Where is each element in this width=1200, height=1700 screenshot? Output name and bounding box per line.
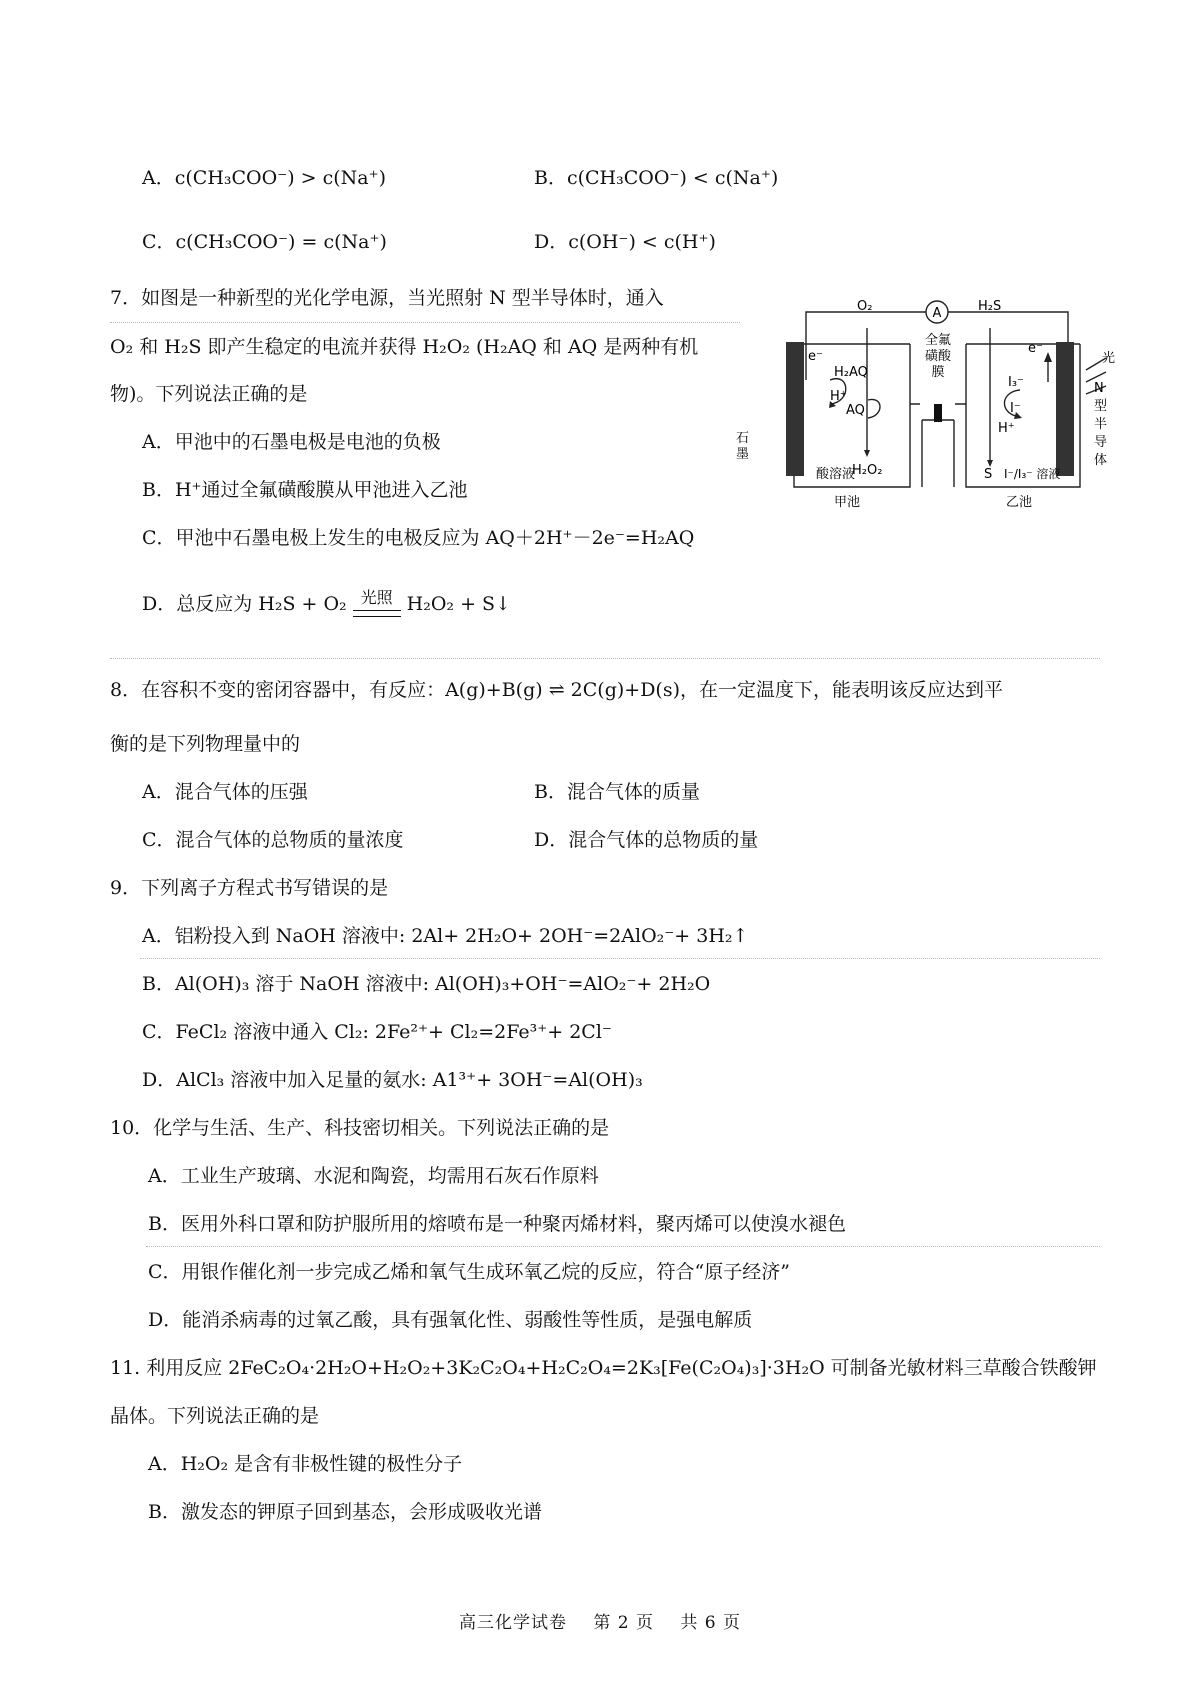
semiconductor-label-3: 半 <box>1094 417 1108 432</box>
q11-option-a: A．H₂O₂ 是含有非极性键的极性分子 <box>148 1453 463 1475</box>
q7-stem-line1: 7．如图是一种新型的光化学电源，当光照射 N 型半导体时，通入 <box>110 287 664 309</box>
footer-title: 高三化学试卷 <box>458 1613 567 1633</box>
q10-option-a: A．工业生产玻璃、水泥和陶瓷，均需用石灰石作原料 <box>148 1165 599 1187</box>
q10-option-b: B．医用外科口罩和防护服所用的熔喷布是一种聚丙烯材料，聚丙烯可以使溴水褪色 <box>148 1213 846 1235</box>
graphite-label-2: 墨 <box>736 447 750 462</box>
i3-label: I₃⁻ <box>1008 375 1024 390</box>
q8-stem-line2: 衡的是下列物理量中的 <box>110 733 301 755</box>
o2-label: O₂ <box>857 299 873 314</box>
membrane-strip <box>934 404 942 422</box>
ammeter-label: A <box>932 306 942 321</box>
s-label: S <box>984 467 993 482</box>
light-label: 光 <box>1102 351 1116 366</box>
q9-option-c: C．FeCl₂ 溶液中通入 Cl₂: 2Fe²⁺+ Cl₂=2Fe³⁺+ 2Cl⁻ <box>142 1021 612 1043</box>
hplus-right-label: H⁺ <box>998 421 1015 436</box>
q6-option-c: C．c(CH₃COO⁻) = c(Na⁺) <box>142 231 387 253</box>
divider <box>140 958 1100 959</box>
reaction-arrow <box>349 588 405 622</box>
semiconductor-label-4: 导 <box>1094 435 1108 450</box>
photochemical-cell-diagram <box>736 292 1116 512</box>
reaction-condition: 光照 <box>360 588 393 607</box>
hplus-left-label: H⁺ <box>830 389 847 404</box>
graphite-label-1: 石 <box>736 431 750 446</box>
h2o2-label: H₂O₂ <box>852 463 883 478</box>
q6-option-b: B．c(CH₃COO⁻) < c(Na⁺) <box>534 167 779 189</box>
divider <box>146 1246 1100 1247</box>
aq-label: AQ <box>846 403 865 418</box>
membrane-label-3: 膜 <box>931 365 945 380</box>
divider <box>110 322 740 323</box>
q8-option-d: D．混合气体的总物质的量 <box>534 829 759 851</box>
membrane-label-2: 磺酸 <box>924 349 952 364</box>
footer-total: 共 6 页 <box>680 1613 742 1633</box>
electron-left-label: e⁻ <box>808 349 823 364</box>
q8-option-a: A．混合气体的压强 <box>142 781 308 803</box>
membrane-label-1: 全氟 <box>924 333 952 348</box>
q10-option-c: C．用银作催化剂一步完成乙烯和氧气生成环氧乙烷的反应，符合“原子经济” <box>148 1261 790 1283</box>
q6-option-d: D．c(OH⁻) < c(H⁺) <box>534 231 716 253</box>
q11-option-b: B．激发态的钾原子回到基态，会形成吸收光谱 <box>148 1501 542 1523</box>
q8-stem-line1: 8．在容积不变的密闭容器中，有反应：A(g)+B(g) ⇌ 2C(g)+D(s)，在一定温度下，能表明该反应达到平 <box>110 679 1004 701</box>
electron-right-label: e⁻ <box>1028 341 1043 356</box>
cell-jia-label: 甲池 <box>834 495 861 510</box>
q11-stem-line2: 晶体。下列说法正确的是 <box>110 1405 320 1427</box>
q10-stem: 10．化学与生活、生产、科技密切相关。下列说法正确的是 <box>110 1117 610 1139</box>
q7-option-c: C．甲池中石墨电极上发生的电极反应为 AQ＋2H⁺－2e⁻=H₂AQ <box>142 527 695 549</box>
q6-option-a: A．c(CH₃COO⁻) > c(Na⁺) <box>142 167 387 189</box>
divider <box>110 658 1100 659</box>
q7-stem-line2: O₂ 和 H₂S 即产生稳定的电流并获得 H₂O₂ (H₂AQ 和 AQ 是两种有机 <box>110 336 699 358</box>
q9-stem: 9．下列离子方程式书写错误的是 <box>110 877 389 899</box>
semiconductor-electrode <box>1056 342 1074 476</box>
footer-page: 第 2 页 <box>593 1613 654 1633</box>
graphite-electrode <box>786 342 804 476</box>
semiconductor-label-2: 型 <box>1094 399 1108 414</box>
q7-option-a: A．甲池中的石墨电极是电池的负极 <box>142 431 441 453</box>
acid-solution-label: 酸溶液 <box>816 467 856 482</box>
q7-option-b: B．H⁺通过全氟磺酸膜从甲池进入乙池 <box>142 479 468 501</box>
semiconductor-label-1: N <box>1094 381 1104 396</box>
page-footer <box>0 1608 1200 1633</box>
i-minus-label: I⁻ <box>1010 401 1021 416</box>
q11-stem-line1: 11. 利用反应 2FeC₂O₄·2H₂O+H₂O₂+3K₂C₂O₄+H₂C₂O₄=2K₃[Fe(C₂O₄)₃]·3H₂O 可制备光敏材料三草酸合铁酸钾 <box>110 1357 1097 1379</box>
q10-option-d: D．能消杀病毒的过氧乙酸，具有强氧化性、弱酸性等性质，是强电解质 <box>148 1309 753 1331</box>
q8-option-c: C．混合气体的总物质的量浓度 <box>142 829 404 851</box>
cell-yi-label: 乙池 <box>1006 495 1033 510</box>
h2aq-label: H₂AQ <box>834 365 868 380</box>
q7-stem-line3: 物)。下列说法正确的是 <box>110 383 308 405</box>
q9-option-d: D．AlCl₃ 溶液中加入足量的氨水: A1³⁺+ 3OH⁻=Al(OH)₃ <box>142 1069 643 1091</box>
q7-option-d-prefix: D．总反应为 H₂S + O₂ <box>142 593 347 615</box>
semiconductor-label-5: 体 <box>1094 453 1108 468</box>
right-solution-label: I⁻/I₃⁻ 溶液 <box>1004 467 1061 481</box>
q7-option-d-suffix: H₂O₂ + S↓ <box>406 593 511 615</box>
q9-option-b: B．Al(OH)₃ 溶于 NaOH 溶液中: Al(OH)₃+OH⁻=AlO₂⁻+ 2H₂O <box>142 973 711 995</box>
q8-option-b: B．混合气体的质量 <box>534 781 700 803</box>
q7-option-d <box>142 588 511 622</box>
h2s-label: H₂S <box>978 299 1002 314</box>
q9-option-a: A．铝粉投入到 NaOH 溶液中: 2Al+ 2H₂O+ 2OH⁻=2AlO₂⁻+ 3H₂↑ <box>142 925 749 947</box>
